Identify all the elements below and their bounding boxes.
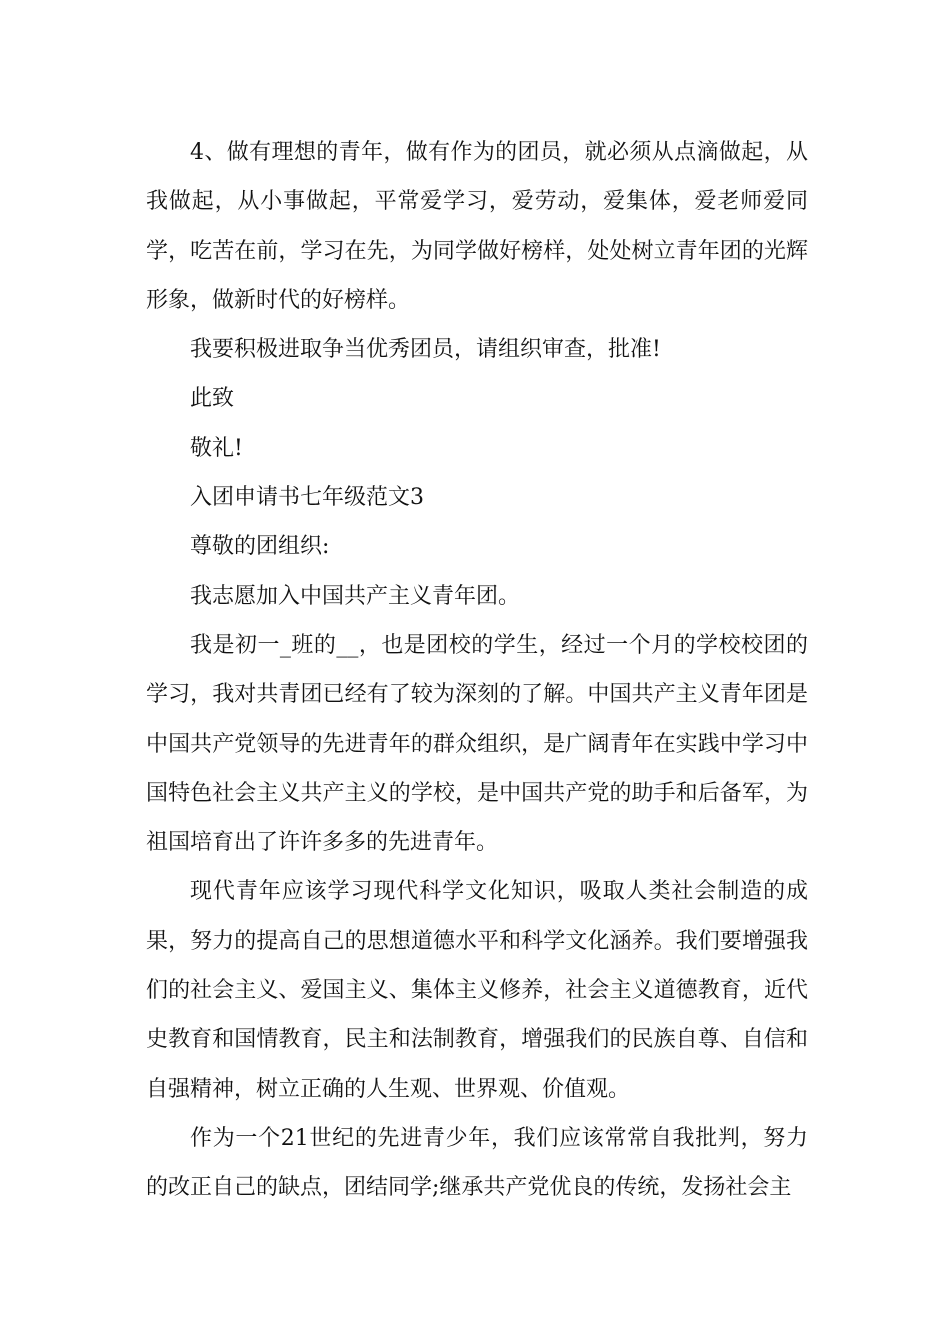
- paragraph-modern-youth: 现代青年应该学习现代科学文化知识，吸取人类社会制造的成果，努力的提高自己的思想道德水平和科学文化涵养。我们要增强我们的社会主义、爱国主义、集体主义修养，社会主义道德教育，近代史教育和国情教育，民主和法制教育，增强我们的民族自尊、自信和自强精神，树立正确的人生观、世界观、价值观。: [146, 879, 808, 1102]
- letter-greeting: 尊敬的团组织:: [190, 534, 330, 560]
- paragraph-21st-century: 作为一个21世纪的先进青少年，我们应该常常自我批判，努力的改正自己的缺点，团结同学;继承共产党优良的传统，发扬社会主: [146, 1125, 808, 1201]
- document-body: [146, 128, 808, 1213]
- closing-salutation: 此致: [190, 386, 235, 412]
- paragraph-introduction: 我是初一_班的__，也是团校的学生，经过一个月的学校校团的学习，我对共青团已经有了较为深刻的了解。中国共产主义青年团是中国共产党领导的先进青年的群众组织，是广阔青年在实践中学习中国特色社会主义共产主义的学校，是中国共产党的助手和后备军，为祖国培育出了许许多多的先进青年。: [146, 632, 808, 856]
- paragraph-item-4-conclusion: 4、做有理想的青年，做有作为的团员，就必须从点滴做起，从我做起，从小事做起，平常爱学习，爱劳动，爱集体，爱老师爱同学，吃苦在前，学习在先，为同学做好榜样，处处树立青年团的光辉形象，做新时代的好榜样。: [146, 140, 808, 313]
- paragraph-intent: 我志愿加入中国共产主义青年团。: [190, 583, 521, 609]
- section-title: 入团申请书七年级范文3: [190, 485, 424, 511]
- paragraph-request-approval: 我要积极进取争当优秀团员，请组织审查，批准!: [190, 337, 661, 363]
- closing-regards: 敬礼!: [190, 435, 243, 461]
